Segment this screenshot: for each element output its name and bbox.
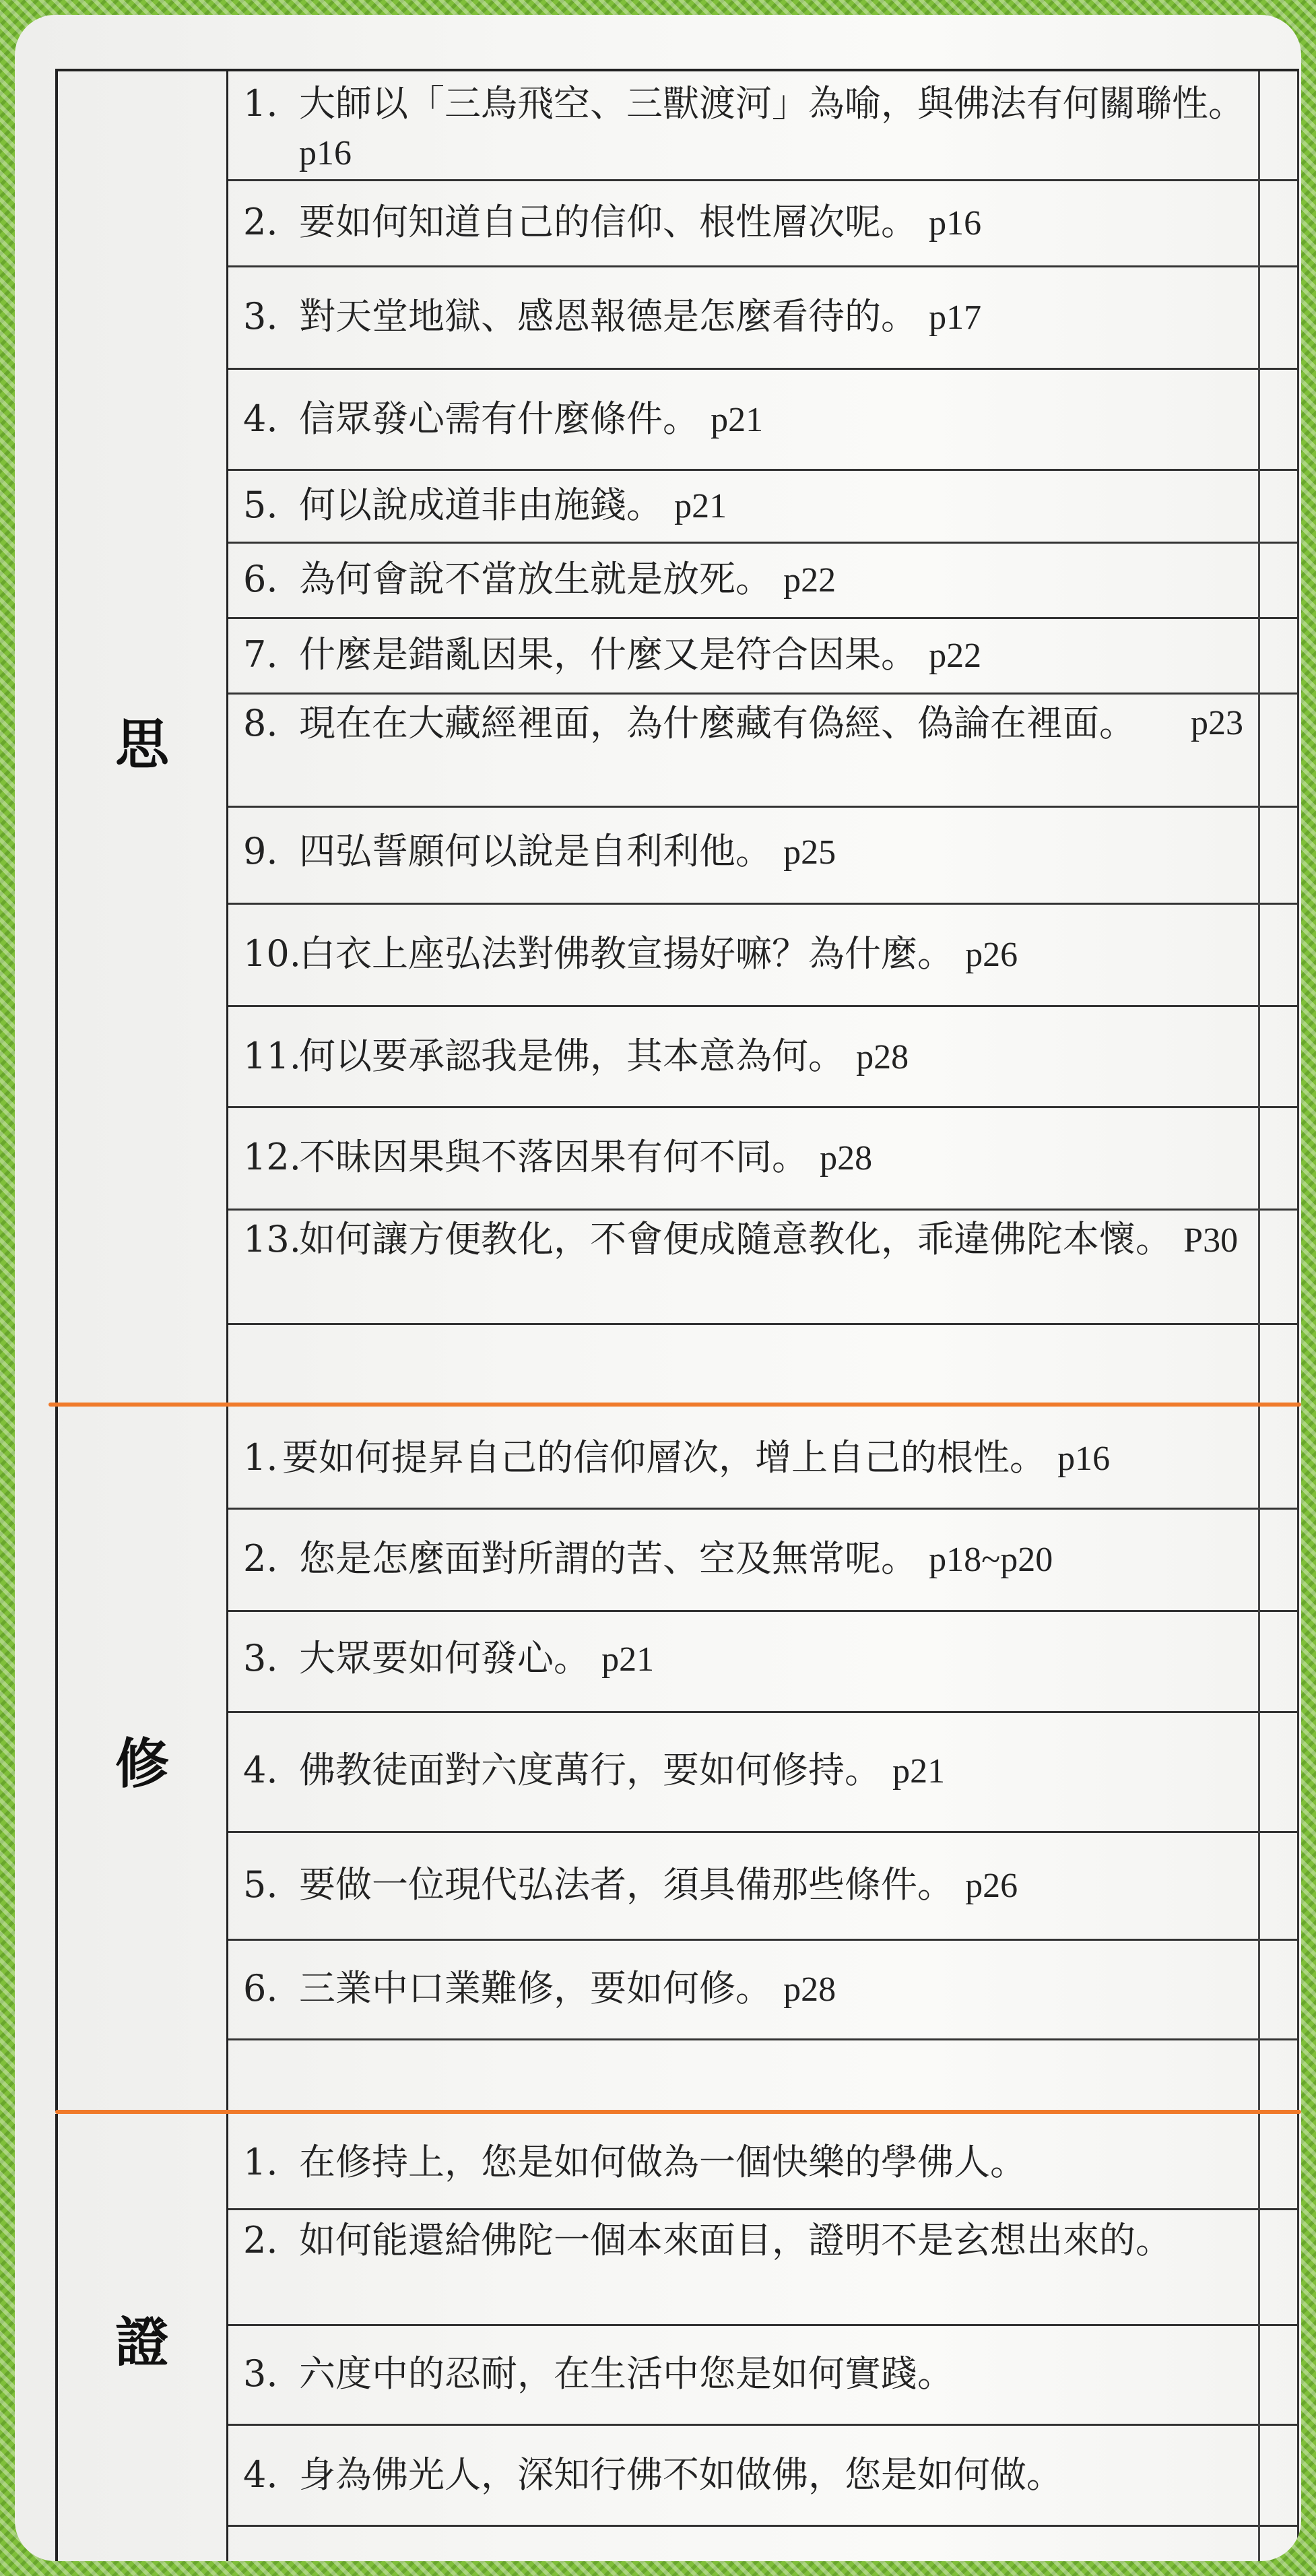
item-text: 大眾要如何發心。 [299,1637,590,1679]
question-list [228,1407,1297,2111]
item-text: 為何會說不當放生就是放死。 [299,558,772,600]
item-text: 佛教徒面對六度萬行，要如何修持。 [299,1749,881,1791]
item-number: 6. [243,558,278,600]
item-number: 12. [243,1136,301,1178]
section-zheng [55,2114,1299,2561]
section-label-cell [58,2114,228,2561]
item-page: p28 [783,1970,836,2009]
question-list [228,71,1297,1409]
item-text: 六度中的忍耐，在生活中您是如何實踐。 [299,2352,954,2395]
section-si [55,69,1299,1409]
table-row [228,1939,1297,2040]
table-row [228,1831,1297,1941]
item-page: p16 [299,134,352,172]
table-row [228,903,1297,1007]
item-number: 5. [243,484,278,526]
item-number: 3. [243,295,278,337]
table-row [228,2114,1297,2210]
question-list [228,2114,1297,2561]
item-page: p23 [1191,704,1243,742]
item-number: 2. [243,2219,278,2261]
item-number: 7. [243,633,278,676]
table-row [228,1610,1297,1713]
item-text: 白衣上座弘法對佛教宣揚好嘛？為什麼。 [299,932,954,975]
item-number: 1. [243,82,278,125]
item-text: 四弘誓願何以說是自利利他。 [299,830,772,872]
item-text: 什麼是錯亂因果，什麼又是符合因果。 [299,633,917,676]
table-row [228,2208,1297,2326]
table-row [228,71,1297,181]
table-row [228,179,1297,267]
table-row [228,1005,1297,1108]
item-number: 13. [243,1218,301,1260]
item-number: 3. [243,2352,278,2395]
table-row [228,1508,1297,1612]
item-text: 在修持上，您是如何做為一個快樂的學佛人。 [299,2141,1026,2183]
blank-row [228,2525,1297,2561]
table-row [228,542,1297,619]
table-row [228,1209,1297,1325]
item-text: 何以要承認我是佛，其本意為何。 [299,1035,845,1077]
item-text: 身為佛光人，深知行佛不如做佛，您是如何做。 [299,2453,1063,2496]
item-text: 要如何知道自己的信仰、根性層次呢。 [299,201,917,243]
item-number: 3. [243,1637,278,1679]
item-page: p18~p20 [929,1541,1053,1579]
item-number: 1. [243,2141,278,2183]
section-label: 修 [115,1732,169,1795]
item-text: 如何能還給佛陀一個本來面目，證明不是玄想出來的。 [299,2219,1172,2261]
item-number: 10. [243,932,301,975]
item-text: 現在在大藏經裡面，為什麼藏有偽經、偽論在裡面。 [299,702,1136,744]
item-number: 11. [243,1035,301,1077]
item-page: p17 [929,298,982,337]
section-label: 思 [115,713,169,776]
item-page: p16 [929,204,982,243]
table-row [228,2324,1297,2426]
item-page: p16 [1057,1440,1111,1478]
item-text: 您是怎麼面對所謂的苦、空及無常呢。 [299,1537,917,1580]
worksheet-paper [15,15,1301,2561]
section-label: 證 [115,2311,169,2374]
table-row [228,2424,1297,2527]
item-page: p21 [711,401,764,439]
item-number: 4. [243,1749,278,1791]
item-page: p25 [783,833,836,872]
table-row [228,1407,1297,1510]
section-xiu [55,1407,1299,2111]
item-text: 何以說成道非由施錢。 [299,484,663,526]
item-text: 要如何提昇自己的信仰層次，增上自己的根性。 [282,1436,1046,1479]
item-number: 5. [243,1863,278,1906]
table-row [228,693,1297,808]
item-page: p22 [929,637,982,675]
table-row [228,265,1297,370]
table-row [228,469,1297,544]
item-number: 9. [243,830,278,872]
item-text: 不昧因果與不落因果有何不同。 [299,1136,808,1178]
item-text: 要做一位現代弘法者，須具備那些條件。 [299,1863,954,1906]
right-column-rule [1258,2114,1297,2561]
table-row [228,617,1297,695]
item-page: p28 [856,1038,909,1076]
item-text: 對天堂地獄、感恩報德是怎麼看待的。 [299,295,917,337]
item-page: P30 [1183,1221,1239,1260]
item-number: 4. [243,2453,278,2496]
item-page: p22 [783,561,836,600]
item-number: 2. [243,201,278,243]
blank-row [228,1323,1297,1407]
section-label-cell [58,1407,228,2111]
item-page: p26 [965,936,1018,974]
item-number: 6. [243,1967,278,2009]
item-number: 4. [243,397,278,440]
table-row [228,806,1297,905]
item-text: 三業中口業難修，要如何修。 [299,1967,772,2009]
table-row [228,1106,1297,1211]
table-row [228,1711,1297,1833]
item-page: p21 [601,1640,655,1679]
section-label-cell [58,71,228,1409]
item-number: 8. [243,702,278,744]
item-number: 2. [243,1537,278,1580]
item-text: 大師以「三鳥飛空、三獸渡河」為喻，與佛法有何關聯性。 [299,82,1245,125]
item-text: 如何讓方便教化，不會便成隨意教化，乖違佛陀本懷。 [299,1218,1172,1260]
blank-row [228,2038,1297,2111]
item-text: 信眾發心需有什麼條件。 [299,397,699,440]
item-page: p21 [674,487,727,525]
item-number: 1. [243,1436,278,1479]
table-row [228,368,1297,471]
right-column-rule [1258,1407,1297,2111]
right-column-rule [1258,71,1297,1409]
item-page: p21 [892,1752,946,1791]
item-page: p26 [965,1867,1018,1905]
item-page: p28 [820,1139,873,1178]
